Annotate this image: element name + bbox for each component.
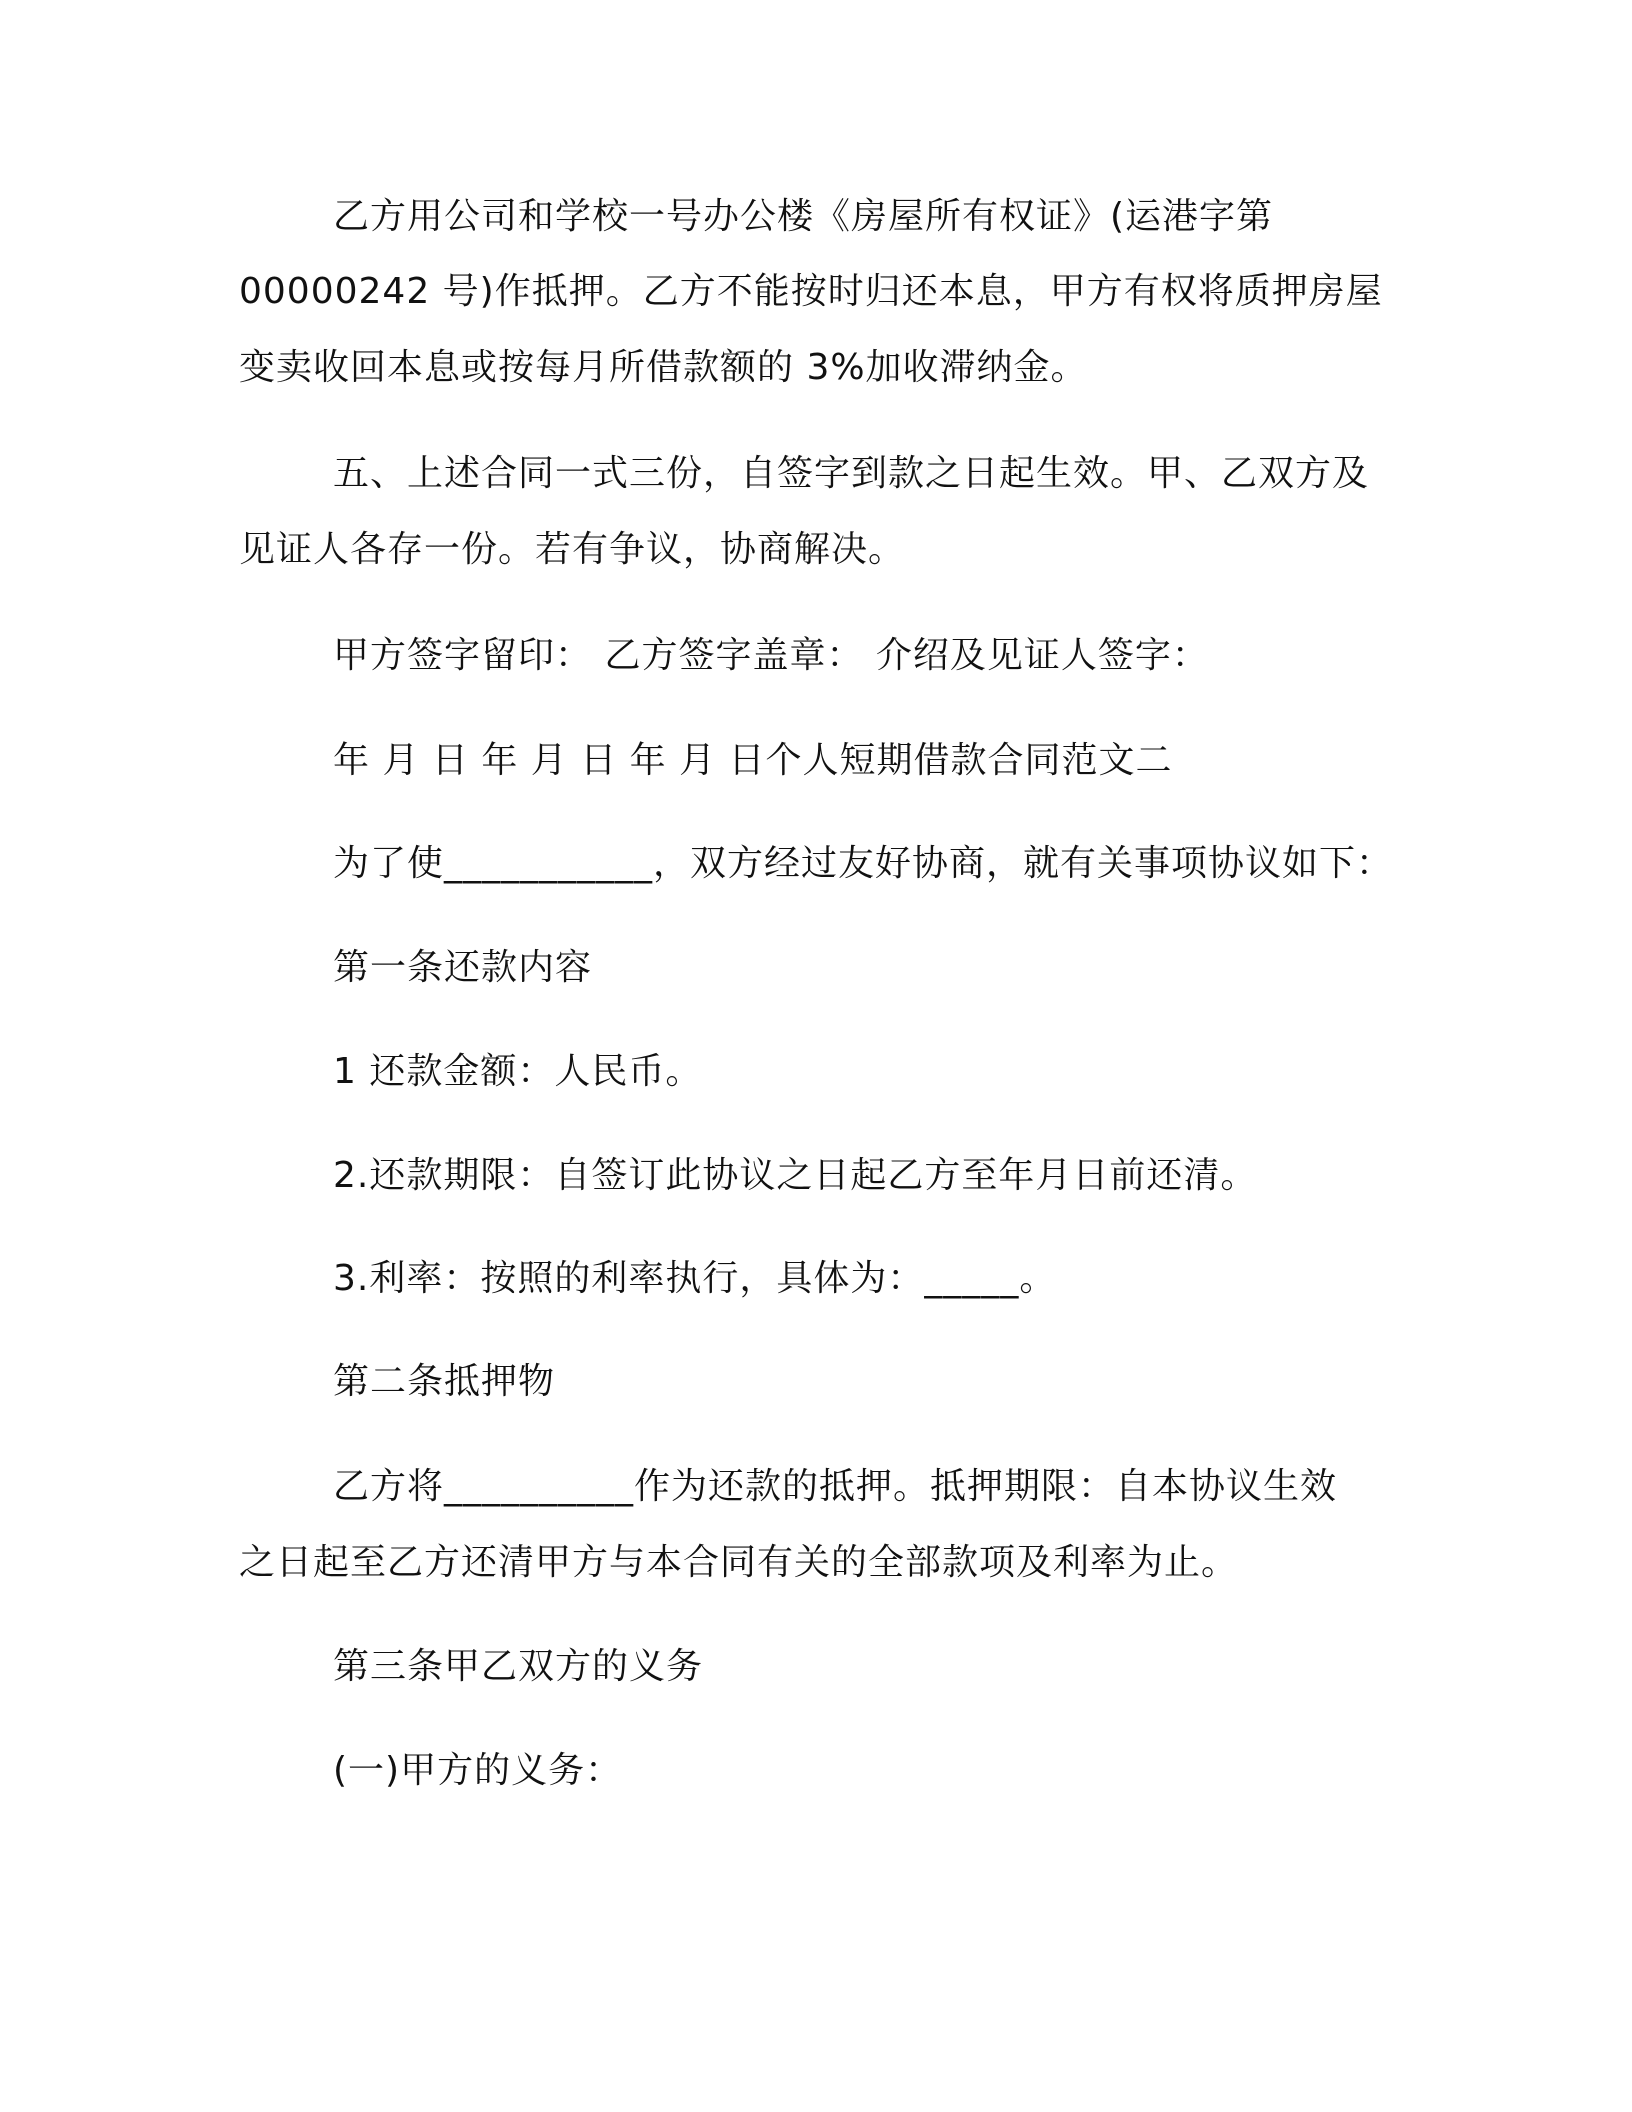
article-3-heading: 第三条甲乙双方的义务 xyxy=(333,1646,704,1687)
article-2-line-1: 乙方将__________作为还款的抵押。抵押期限：自本协议生效 xyxy=(333,1466,1338,1507)
paragraph-1-line-3: 变卖收回本息或按每月所借款额的 3%加收滞纳金。 xyxy=(239,347,1088,388)
paragraph-2-line-1: 五、上述合同一式三份，自签字到款之日起生效。甲、乙双方及 xyxy=(333,453,1370,494)
paragraph-1-line-1: 乙方用公司和学校一号办公楼《房屋所有权证》(运港字第 xyxy=(333,196,1274,237)
article-1-item-3: 3.利率：按照的利率执行，具体为：_____。 xyxy=(333,1258,1057,1299)
paragraph-1-line-2: 00000242 号)作抵押。乙方不能按时归还本息，甲方有权将质押房屋 xyxy=(239,271,1383,312)
article-1-heading: 第一条还款内容 xyxy=(333,947,593,988)
paragraph-2-line-2: 见证人各存一份。若有争议，协商解决。 xyxy=(239,529,906,570)
article-1-item-1: 1 还款金额：人民币。 xyxy=(333,1051,703,1092)
article-3-sub-heading: (一)甲方的义务： xyxy=(333,1750,623,1791)
article-2-line-2: 之日起至乙方还清甲方与本合同有关的全部款项及利率为止。 xyxy=(239,1542,1239,1583)
signature-line: 甲方签字留印： 乙方签字盖章： 介绍及见证人签字： xyxy=(333,635,1209,676)
article-1-item-2: 2.还款期限：自签订此协议之日起乙方至年月日前还清。 xyxy=(333,1155,1258,1196)
article-2-heading: 第二条抵押物 xyxy=(333,1361,556,1402)
preamble-line: 为了使___________，双方经过友好协商，就有关事项协议如下： xyxy=(333,843,1394,884)
dates-and-title-line: 年 月 日 年 月 日 年 月 日个人短期借款合同范文二 xyxy=(333,740,1173,781)
